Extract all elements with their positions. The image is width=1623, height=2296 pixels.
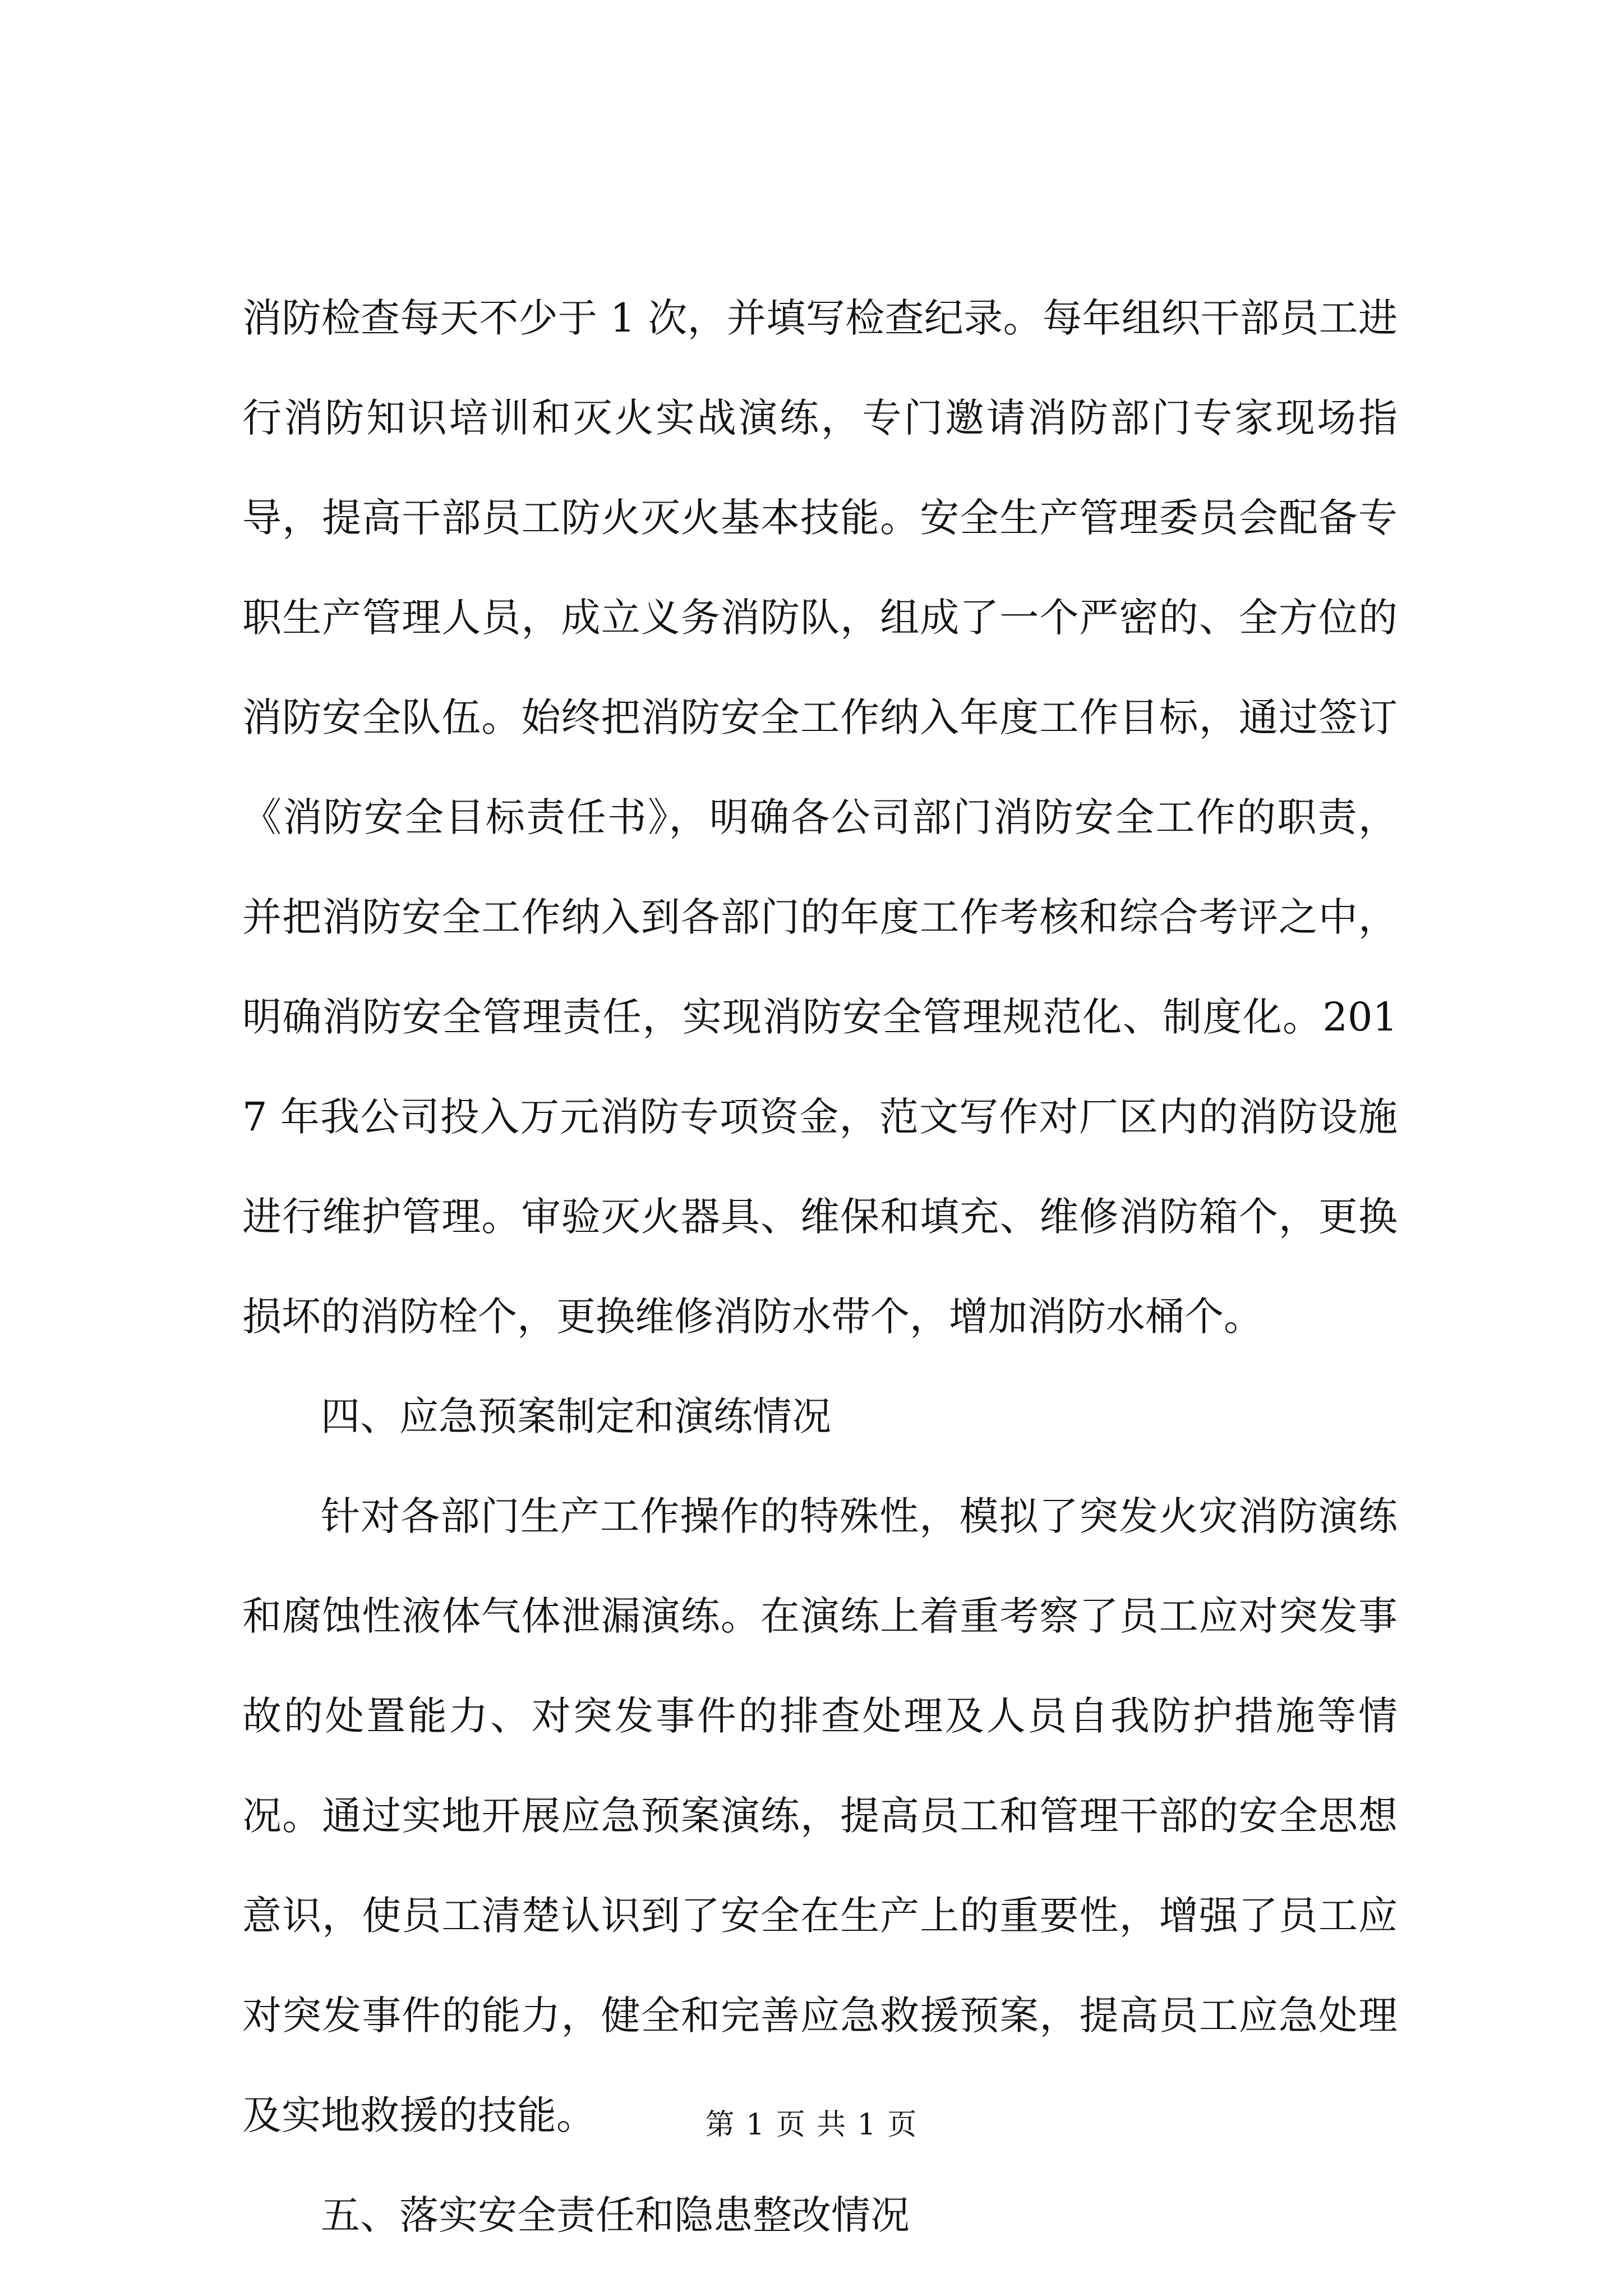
document-body — [242, 268, 1398, 2265]
section-heading-safety-responsibility: 五、落实安全责任和隐患整改情况 — [321, 2192, 910, 2238]
paragraph-emergency-drill: 针对各部门生产工作操作的特殊性，模拟了突发火灾消防演练和腐蚀性液体气体泄漏演练。在演练上着重考察了员工应对突发事故的处置能力、对突发事件的排查处理及人员自我防护措施等情况。通过实地开展应急预案演练，提高员工和管理干部的安全思想意识，使员工清楚认识到了安全在生产上的重要性，增强了员工应对突发事件的能力，健全和完善应急救援预案，提高员工应急处理及实地救援的技能。 — [242, 1493, 1398, 2138]
paragraph-fire-inspection: 消防检查每天不少于 1 次，并填写检查纪录。每年组织干部员工进行消防知识培训和灭火实战演练，专门邀请消防部门专家现场指导，提高干部员工防火灭火基本技能。安全生产管理委员会配备专职生产管理人员，成立义务消防队，组成了一个严密的、全方位的消防安全队伍。始终把消防安全工作纳入年度工作目标，通过签订《消防安全目标责任书》，明确各公司部门消防安全工作的职责，并把消防安全工作纳入到各部门的年度工作考核和综合考评之中，明确消防安全管理责任，实现消防安全管理规范化、制度化。2017 年我公司投入万元消防专项资金，范文写作对厂区内的消防设施进行维护管理。审验灭火器具、维保和填充、维修消防箱个，更换损坏的消防栓个，更换维修消防水带个，增加消防水桶个。 — [242, 295, 1398, 1340]
section-heading-emergency-plan: 四、应急预案制定和演练情况 — [321, 1393, 831, 1439]
page-footer: 第 1 页 共 1 页 — [705, 2108, 918, 2142]
